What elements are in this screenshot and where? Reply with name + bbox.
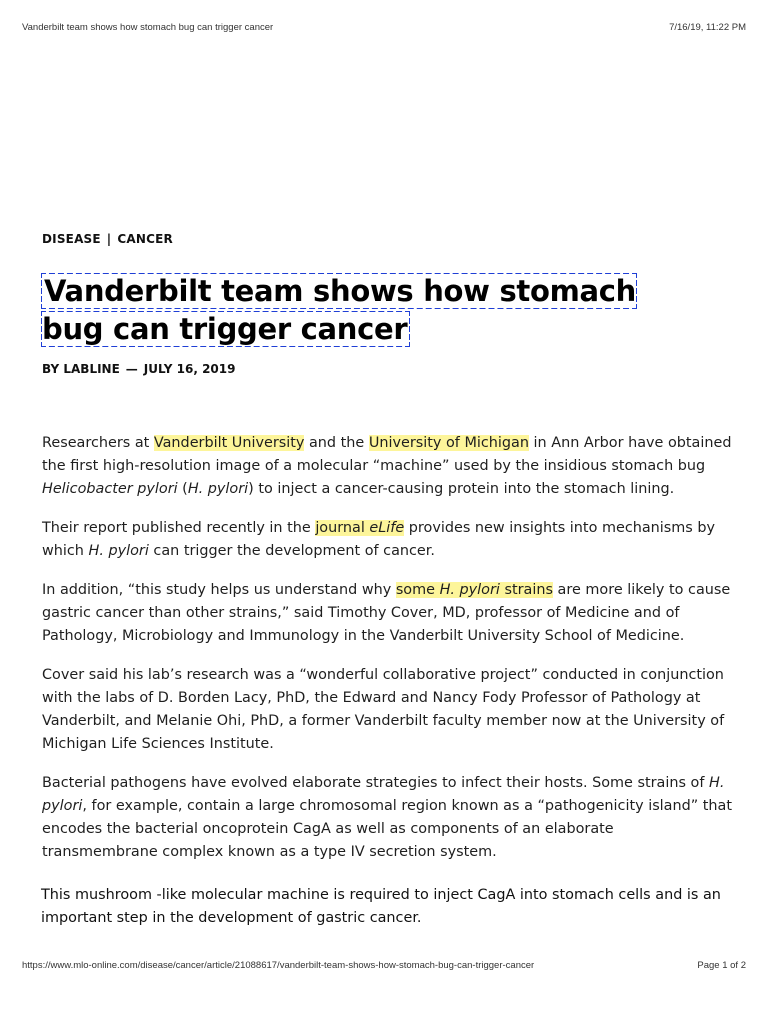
vanderbilt-university-link[interactable]: Vanderbilt University xyxy=(153,435,305,451)
link-text: strains xyxy=(499,582,553,598)
page-title-text: Vanderbilt team shows how stomach bug can trigger cancer xyxy=(42,274,637,346)
text: ( xyxy=(177,481,188,497)
author-link[interactable]: BY LABLINE xyxy=(42,362,120,376)
breadcrumb xyxy=(42,232,173,246)
h-pylori-strains-link[interactable] xyxy=(396,582,553,598)
text: are more likely to cause gastric cancer than other strains,” said Timothy Cover, MD, professor of Medicine and of Pathology, Microbiology and Immunology in the Vanderbilt University School of Medicine. xyxy=(42,582,731,644)
text: , for example, contain a large chromosomal region known as a “pathogenicity island” that encodes the bacterial oncoprotein CagA as well as components of an elaborate transmembrane complex known as a type IV secretion system. xyxy=(42,798,733,860)
category-cancer-link[interactable]: CANCER xyxy=(117,232,173,246)
paragraph-2 xyxy=(42,517,732,563)
byline-dash: — xyxy=(125,362,138,376)
paragraph-1 xyxy=(42,432,732,501)
species-name: Helicobacter pylori xyxy=(42,481,178,497)
publish-date: JULY 16, 2019 xyxy=(143,362,236,376)
paragraph-4: Cover said his lab’s research was a “wonderful collaborative project” conducted in conjunction with the labs of D. Borden Lacy, PhD, the Edward and Nancy Fody Professor of Pathology at Vanderbilt, and Melanie Ohi, PhD, a former Vanderbilt faculty member now at the University of Michigan Life Sciences Institute. xyxy=(42,667,725,752)
text: can trigger the development of cancer. xyxy=(148,543,435,559)
text: and the xyxy=(304,435,369,451)
text: ) to inject a cancer-causing protein into the stomach lining. xyxy=(248,481,675,497)
species-abbr: H. pylori xyxy=(88,543,149,559)
paragraph-5 xyxy=(42,772,732,864)
species-abbr: H. pylori xyxy=(439,582,500,598)
print-url: https://www.mlo-online.com/disease/cancer/article/21088617/vanderbilt-team-shows-how-stomach-bug-can-trigger-cancer xyxy=(22,960,535,971)
category-separator: | xyxy=(106,232,112,246)
link-text: journal xyxy=(315,520,370,536)
page-number: Page 1 of 2 xyxy=(697,960,746,971)
journal-name: eLife xyxy=(369,520,405,536)
text: Bacterial pathogens have evolved elaborate strategies to infect their hosts. Some strains of xyxy=(42,775,709,791)
article-body xyxy=(42,432,732,946)
text: Their report published recently in the xyxy=(42,520,316,536)
link-text: some xyxy=(395,582,440,598)
text: Researchers at xyxy=(42,435,154,451)
text: provides new insights into mechanisms by which xyxy=(42,520,716,559)
byline xyxy=(42,362,235,376)
category-disease-link[interactable]: DISEASE xyxy=(42,232,101,246)
paragraph-6: This mushroom -like molecular machine is required to inject CagA into stomach cells and is an important step in the development of gastric cancer. xyxy=(41,887,721,926)
print-footer xyxy=(22,960,746,971)
text: In addition, “this study helps us understand why xyxy=(42,582,396,598)
print-header xyxy=(22,22,746,33)
print-title: Vanderbilt team shows how stomach bug can trigger cancer xyxy=(22,22,274,33)
page-title xyxy=(42,272,702,348)
paragraph-3 xyxy=(42,579,732,648)
university-of-michigan-link[interactable]: University of Michigan xyxy=(368,435,529,451)
journal-elife-link[interactable] xyxy=(315,520,404,536)
text: in Ann Arbor have obtained the first high-resolution image of a molecular “machine” used by the insidious stomach bug xyxy=(42,435,732,474)
species-abbr: H. pylori xyxy=(42,775,725,814)
print-datetime: 7/16/19, 11:22 PM xyxy=(669,22,746,33)
species-abbr: H. pylori xyxy=(187,481,249,497)
